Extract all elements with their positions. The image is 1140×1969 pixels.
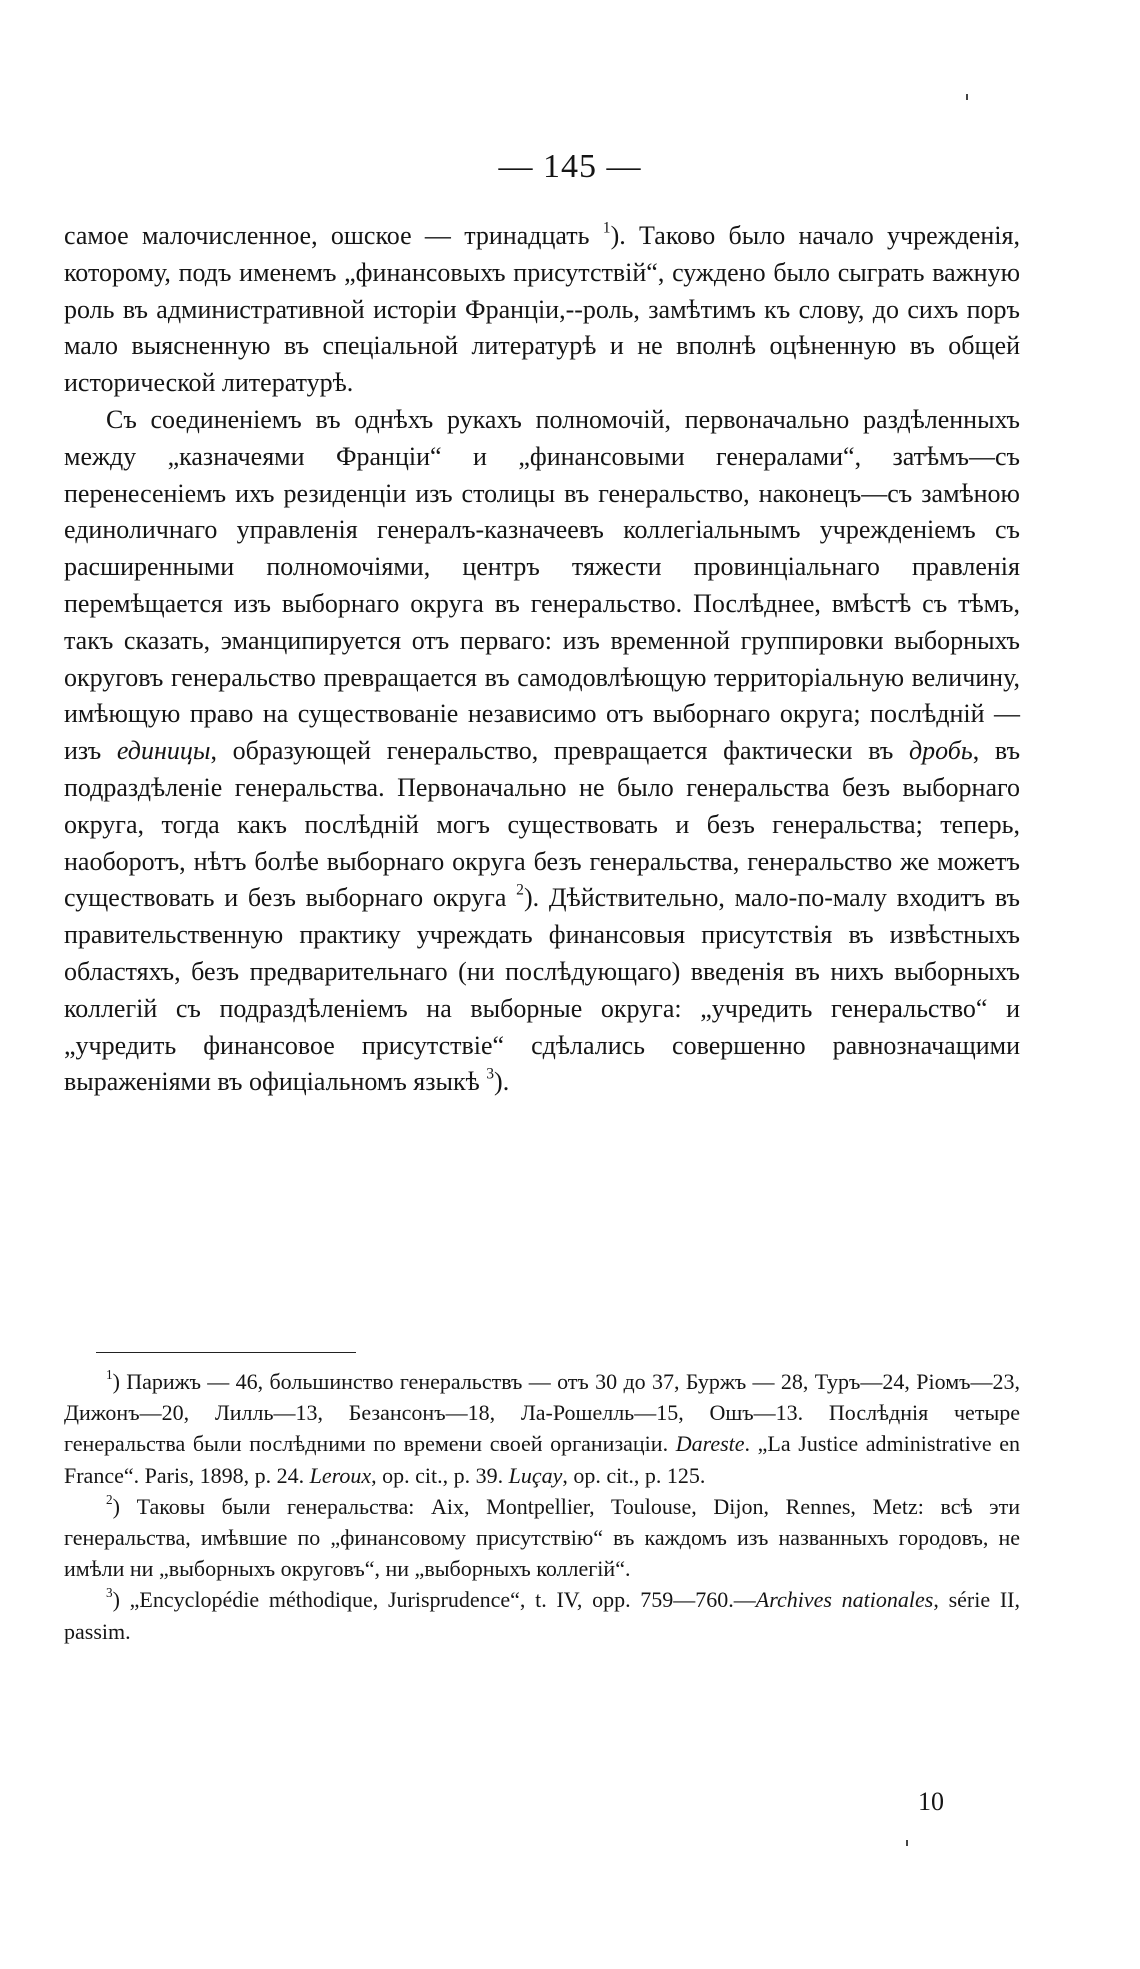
text-run: самое малочисленное, ошское — тринадцать (64, 221, 603, 250)
main-text (64, 218, 1020, 1101)
paragraph-1 (64, 218, 1020, 402)
footnote-3 (64, 1584, 1020, 1646)
text-run: ). Дѣйствительно, мало-по-малу входитъ въ правительственную практику учреждать финансовыя присутствія въ извѣстныхъ областяхъ, безъ предварительнаго (ни послѣдующаго) введенія въ нихъ выборныхъ коллегій съ подраздѣленіемъ на выборные округа: „учредить генеральство“ и „учредить финансовое присутствіе“ сдѣлались совершенно равнозначащими выраженіями въ офиціальномъ языкѣ (64, 883, 1021, 1097)
author-name: Luçay (508, 1462, 563, 1488)
footnote-ref-3: 3 (486, 1065, 495, 1083)
text-run: ) Таковы были генеральства: Aix, Montpellier, Toulouse, Dijon, Rennes, Metz: всѣ эти генеральства, имѣвшие по „финансовому присутствію“ въ каждомъ изъ названныхъ городовъ, не имѣли ни „выборныхъ округовъ“, ни „выборныхъ коллегій“. (64, 1493, 1020, 1582)
text-run: , въ подраздѣленіе генеральства. Первоначально не было генеральства безъ выборнаго округа, тогда какъ послѣдній могъ существовать и безъ генеральства; теперь, наоборотъ, нѣтъ болѣе выборнаго округа безъ генеральства, генеральство же можетъ существовать и безъ выборнаго округа (64, 736, 1021, 913)
archive-name: Archives nationales (755, 1587, 934, 1613)
text-run: ) „Encyclopédie méthodique, Jurisprudence“, t. IV, opp. 759—760.— (112, 1587, 756, 1613)
text-run: Съ соединеніемъ въ однѣхъ рукахъ полномочій, первоначально раздѣленныхъ между „казначеями Франціи“ и „финансовыми генералами“, затѣмъ—съ перенесеніемъ ихъ резиденціи изъ столицы въ генеральство, наконецъ—съ замѣною единоличнаго управленія генералъ-казначеевъ коллегіальнымъ учрежденіемъ съ расширенными полномочіями, центръ тяжести провинціальнаго правленія перемѣщается изъ выборнаго округа въ генеральство. Послѣднее, вмѣстѣ съ тѣмъ, такъ сказать, эманципируется отъ перваго: изъ временной группировки выборныхъ округовъ генеральство превращается въ самодовлѣющую территоріальную величину, имѣющую право на существованіе независимо отъ выборнаго округа; послѣдній — изъ (64, 404, 1020, 766)
scan-speck (966, 94, 968, 100)
scan-speck (906, 1840, 908, 1846)
footnote-divider (96, 1352, 356, 1353)
page-number: — 145 — (498, 148, 642, 185)
footnote-1 (64, 1366, 1020, 1491)
author-name: Leroux (309, 1462, 372, 1488)
footnote-marker: 1 (106, 1367, 113, 1383)
text-run: . „La Justice administrative en France“. Paris, 1898, p. 24. (64, 1431, 1021, 1488)
author-name: Dareste (675, 1431, 745, 1457)
footnote-ref-2: 2 (516, 881, 524, 899)
signature-mark: 10 (918, 1787, 944, 1816)
footnote-2 (64, 1491, 1020, 1585)
text-run: , série II, passim. (64, 1587, 1020, 1644)
text-run: ) Парижъ — 46, большинство генеральствъ — отъ 30 до 37, Буржъ — 28, Туръ—24, Ріомъ—23, Дижонъ—20, Лилль—13, Безансонъ—18, Ла-Рошелль—15, Ошъ—13. Послѣднія четыре генеральства были послѣдними по времени своей организаціи. (64, 1369, 1020, 1457)
text-run: ). Таково было начало учрежденія, которому, подъ именемъ „финансовыхъ присутствій“, суждено было сыграть важную роль въ административной исторіи Франціи,--роль, замѣтимъ къ слову, до сихъ поръ мало выясненную въ спеціальной литературѣ и не вполнѣ оцѣненную въ общей исторической литературѣ. (64, 221, 1020, 398)
footnotes (64, 1366, 1020, 1647)
text-run: ). (494, 1067, 510, 1097)
footnote-marker: 3 (106, 1585, 113, 1601)
italic-term: дробь (909, 736, 973, 766)
paragraph-2 (64, 402, 1020, 1101)
text-run: , образующей генеральство, превращается фактически въ (210, 736, 909, 766)
footnote-ref-1: 1 (602, 219, 611, 237)
footnote-marker: 2 (106, 1491, 113, 1507)
text-run: , op. cit., p. 125. (562, 1462, 706, 1488)
italic-term: единицы (116, 736, 211, 766)
text-run: , op. cit., p. 39. (371, 1462, 509, 1488)
